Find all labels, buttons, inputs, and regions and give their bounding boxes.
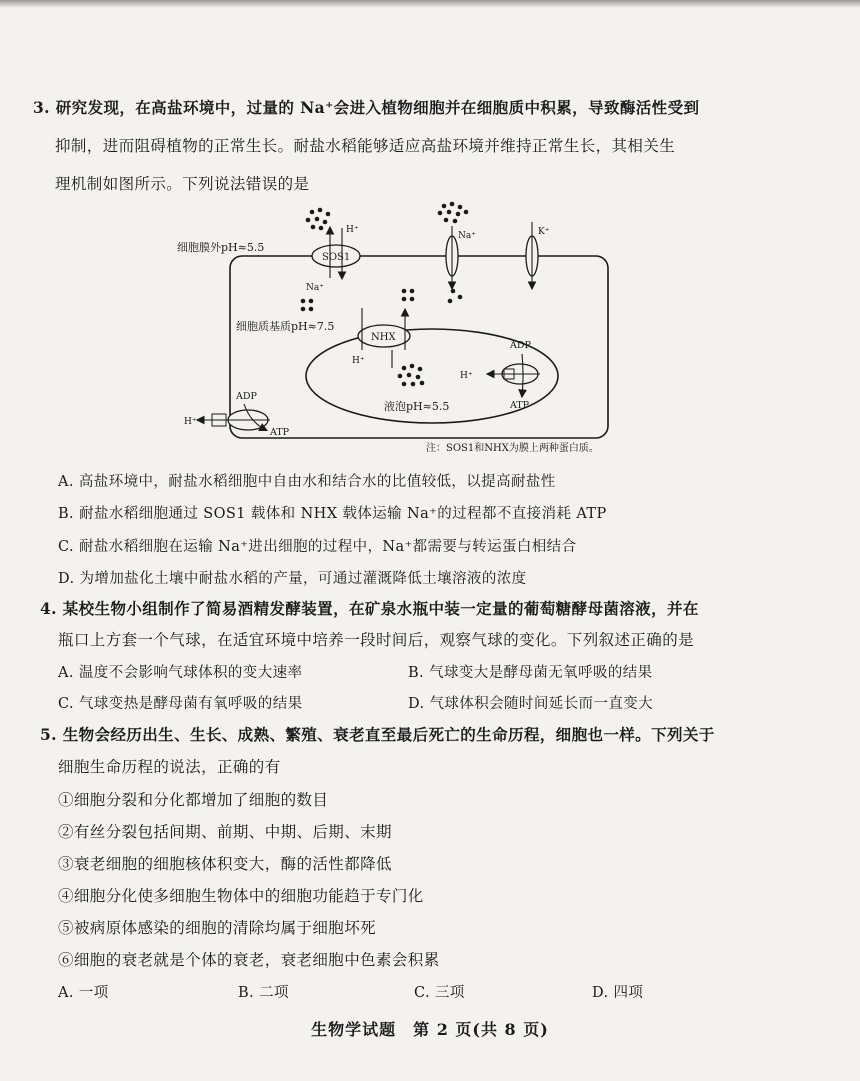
- nhx-label: NHX: [371, 332, 396, 343]
- membrane-adp-label: ADP: [236, 391, 257, 402]
- membrane-h-label: H⁺: [184, 417, 197, 427]
- q3-option-b: B. 耐盐水稻细胞通过 SOS1 载体和 NHX 载体运输 Na⁺的过程都不直接消耗 ATP: [58, 506, 607, 522]
- q5-statement-4: ④细胞分化使多细胞生物体中的细胞功能趋于专门化: [58, 887, 424, 905]
- vacuole-h-label: H⁺: [460, 371, 473, 381]
- q4-option-a: A. 温度不会影响气球体积的变大速率: [58, 665, 303, 681]
- membrane-atp-label: ATP: [270, 427, 290, 438]
- q5-option-a: A. 一项: [58, 985, 109, 1001]
- na-dots-outside-1: [306, 208, 331, 231]
- q5-option-d: D. 四项: [592, 985, 644, 1001]
- q5-statement-3: ③衰老细胞的细胞核体积变大，酶的活性都降低: [58, 855, 392, 873]
- sos1-h-label: H⁺: [346, 225, 359, 235]
- q3-stem-line-2: 抑制，进而阻碍植物的正常生长。耐盐水稻能够适应高盐环境并维持正常生长，其相关生: [55, 137, 676, 155]
- q5-statement-1: ①细胞分裂和分化都增加了细胞的数目: [58, 791, 329, 809]
- vacuole-ph-label: 液泡pH≈5.5: [384, 400, 450, 413]
- q4-option-b: B. 气球变大是酵母菌无氧呼吸的结果: [408, 665, 653, 681]
- page-top-edge: [0, 0, 860, 8]
- na-dots-outside-2: [438, 202, 469, 224]
- na-dots-cytoplasm-2: [448, 289, 463, 304]
- q5-stem-line-2: 细胞生命历程的说法，正确的有: [58, 758, 281, 776]
- q4-option-d: D. 气球体积会随时间延长而一直变大: [408, 696, 654, 712]
- cytoplasm-ph-label: 细胞质基质pH≈7.5: [236, 320, 335, 333]
- q5-statement-2: ②有丝分裂包括间期、前期、中期、后期、末期: [58, 823, 392, 841]
- q3-option-d: D. 为增加盐化土壤中耐盐水稻的产量，可通过灌溉降低土壤溶液的浓度: [58, 571, 527, 587]
- q5-stem-line-1: 5. 生物会经历出生、生长、成熟、繁殖、衰老直至最后死亡的生命历程，细胞也一样。下列关于: [40, 725, 715, 744]
- q4-stem-line-1: 4. 某校生物小组制作了简易酒精发酵装置，在矿泉水瓶中装一定量的葡萄糖酵母菌溶液，并在: [40, 599, 699, 618]
- q5-option-b: B. 二项: [238, 985, 289, 1001]
- sos1-na-label: Na⁺: [306, 283, 324, 293]
- k-channel-label: K⁺: [538, 227, 550, 237]
- q4-option-c: C. 气球变热是酵母菌有氧呼吸的结果: [58, 696, 303, 712]
- na-channel-label: Na⁺: [458, 231, 476, 241]
- na-dots-cytoplasm-3: [402, 289, 415, 302]
- q3-option-a: A. 高盐环境中，耐盐水稻细胞中自由水和结合水的比值较低，以提高耐盐性: [58, 474, 556, 490]
- q3-stem-line-1: 3. 研究发现，在高盐环境中，过量的 Na⁺会进入植物细胞并在细胞质中积累，导致酶活性受到: [33, 98, 700, 117]
- sos1-label: SOS1: [322, 252, 351, 263]
- page-footer: 生物学试题 第 2 页(共 8 页): [311, 1020, 549, 1039]
- vacuole-adp-label: ADP: [510, 340, 531, 351]
- q5-statement-6: ⑥细胞的衰老就是个体的衰老，衰老细胞中色素会积累: [58, 951, 440, 969]
- q5-statement-5: ⑤被病原体感染的细胞的清除均属于细胞坏死: [58, 919, 377, 937]
- q3-option-c: C. 耐盐水稻细胞在运输 Na⁺进出细胞的过程中，Na⁺都需要与转运蛋白相结合: [58, 539, 577, 555]
- na-dots-vacuole: [398, 364, 425, 387]
- figure-note: 注：SOS1和NHX为膜上两种蛋白质。: [426, 443, 599, 454]
- q5-option-c: C. 三项: [414, 985, 465, 1001]
- nhx-h-label: H⁺: [352, 356, 365, 366]
- na-dots-cytoplasm-1: [301, 299, 314, 312]
- vacuole-atp-label: ATP: [510, 400, 530, 411]
- q3-figure: [0, 198, 860, 458]
- outside-ph-label: 细胞膜外pH≈5.5: [177, 241, 265, 254]
- q3-stem-line-3: 理机制如图所示。下列说法错误的是: [55, 175, 310, 193]
- q4-stem-line-2: 瓶口上方套一个气球，在适宜环境中培养一段时间后，观察气球的变化。下列叙述正确的是: [58, 631, 695, 649]
